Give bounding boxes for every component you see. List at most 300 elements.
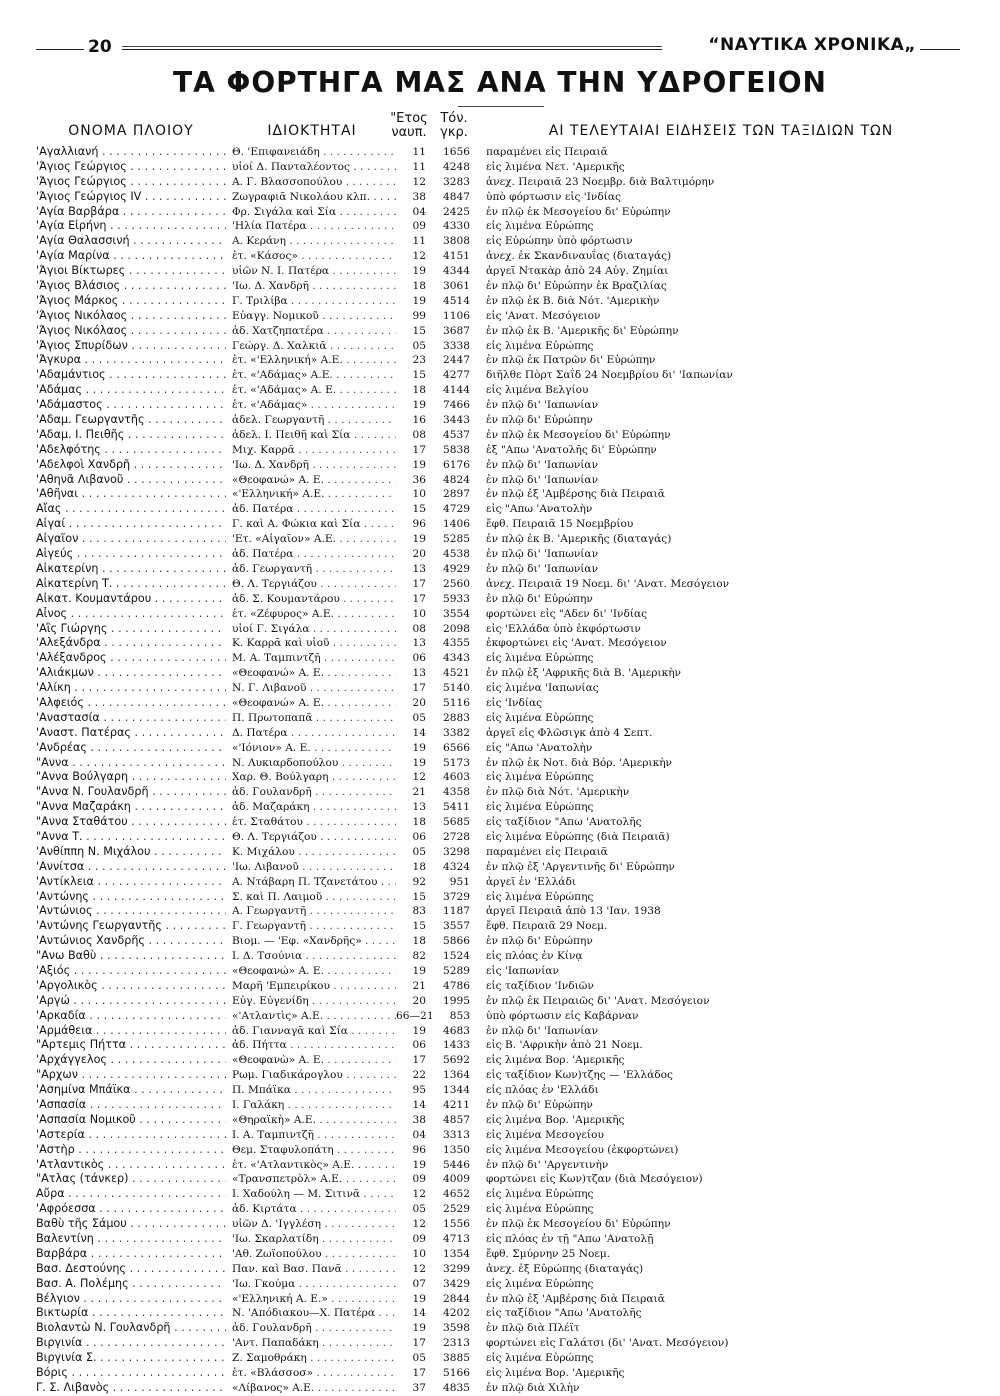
gross-tonnage: 5838 <box>443 443 470 456</box>
owner-name: ἑτ. «'Ατλαντικὸς» Α.Ε. . . . <box>232 1158 422 1173</box>
latest-news: ἐν πλῷ ἐκ Πειραιῶς δι' 'Ανατ. Μεσόγειον <box>486 994 710 1007</box>
ship-name: 'Αδελφότης . . . <box>36 443 226 458</box>
build-year: 15 <box>396 919 426 934</box>
owner-name: ἀδ. Πατέρα . . . <box>232 547 422 562</box>
owner-name: Θεμ. Σταφυλοπάτη . . . <box>232 1143 422 1158</box>
owner-name: Θ. 'Επιφανειάδη . . . <box>232 145 422 160</box>
table-row <box>0 1187 1000 1202</box>
ship-name: 'Αρμάθεια . . . <box>36 1024 226 1039</box>
owner-name: ἀδ. Κιρτάτα . . . <box>232 1202 422 1217</box>
table-row <box>0 1053 1000 1068</box>
table-row <box>0 607 1000 622</box>
ship-name: 'Αντώνης Γεωργαντῆς . . . <box>36 919 226 934</box>
latest-news: ἐν πλῷ ἐκ Μεσογείου δι' Εὐρώπην <box>486 205 671 218</box>
latest-news: εἰς πλόας ἐν τῇ "Απω 'Ανατολῇ <box>486 1233 654 1246</box>
build-year: 19 <box>396 1024 426 1039</box>
build-year: 05 <box>396 711 426 726</box>
build-year: 19 <box>396 398 426 413</box>
gross-tonnage: 4324 <box>443 860 470 873</box>
table-row <box>0 547 1000 562</box>
build-year: 19 <box>396 756 426 771</box>
build-year: 96 <box>396 1143 426 1158</box>
gross-tonnage: 4713 <box>443 1233 470 1246</box>
latest-news: εἰς πλόας ἐν Κίνᾳ <box>486 950 583 963</box>
gross-tonnage: 1433 <box>443 1039 470 1052</box>
owner-name: «'Ελληνική Α. Ε.» . . . <box>232 1292 422 1307</box>
owner-name: Ζωγραφιᾶ Νικολάου κλπ. . . . <box>232 190 422 205</box>
latest-news: εἰς 'Ελλάδα ὑπὸ ἐκφόρτωσιν <box>486 622 641 635</box>
table-row <box>0 577 1000 592</box>
table-row <box>0 741 1000 756</box>
latest-news: ἐν πλῷ δι' Εὐρώπην <box>486 1099 593 1111</box>
gross-tonnage: 2728 <box>443 830 470 843</box>
gross-tonnage: 4151 <box>443 250 470 263</box>
build-year: 18 <box>396 383 426 398</box>
ship-name: 'Αδελφοὶ Χανδρῆ . . . <box>36 458 226 473</box>
gross-tonnage: 3283 <box>443 175 470 188</box>
ship-name: Βαρβάρα . . . <box>36 1247 226 1262</box>
latest-news: εἰς λιμένα Εὐρώπης <box>486 801 594 814</box>
owner-name: ἑτ. «'Αδάμας» Α. Ε. . . . <box>232 383 422 398</box>
table-row <box>0 919 1000 934</box>
build-year: 17 <box>396 443 426 458</box>
latest-news: εἰς ταξίδιον "Απω 'Ανατολῆς <box>486 1307 642 1320</box>
latest-news: ὑπὸ φόρτωσιν εἰς 'Ινδίας <box>486 190 621 203</box>
build-year: 96 <box>396 517 426 532</box>
build-year: 17 <box>396 1366 426 1381</box>
table-row <box>0 934 1000 949</box>
table-row <box>0 815 1000 830</box>
ship-name: "Αννα . . . <box>36 756 226 771</box>
table-row <box>0 1024 1000 1039</box>
ship-name: 'Άγιος Μάρκος . . . <box>36 294 226 309</box>
ship-name: 'Αδάμαστος . . . <box>36 398 226 413</box>
gross-tonnage: 3313 <box>443 1128 470 1141</box>
column-header-owners: ΙΔΙΟΚΤΗΤΑΙ <box>267 123 357 139</box>
table-row <box>0 353 1000 368</box>
table-row <box>0 1158 1000 1173</box>
build-year: 05 <box>396 845 426 860</box>
gross-tonnage: 3808 <box>443 235 470 248</box>
ship-name: 'Αἲς Γιώργης . . . <box>36 622 226 637</box>
gross-tonnage: 4521 <box>443 667 470 680</box>
ship-name: Αἰγαῖον . . . <box>36 532 226 547</box>
gross-tonnage: 4277 <box>443 369 470 382</box>
gross-tonnage: 3729 <box>443 890 470 903</box>
owner-name: υἱοί Δ. Πανταλέοντος . . . <box>232 160 422 175</box>
build-year: 19 <box>396 294 426 309</box>
owner-name: «Τρανσπετρὸλ» Α.Ε. . . . <box>232 1172 422 1187</box>
owner-name: Μ. Α. Ταμπιντζῆ . . . <box>232 651 422 666</box>
column-header-year-line2: ναυπ. <box>391 125 427 140</box>
header-rule-middle <box>122 49 662 50</box>
ship-name: 'Άγιος Νικόλαος . . . <box>36 324 226 339</box>
owner-name: Ρωμ. Γιαδικάρογλου . . . <box>232 1068 422 1083</box>
ship-name: 'Αλέξανδρος . . . <box>36 651 226 666</box>
table-row <box>0 443 1000 458</box>
latest-news: ἀνεχ. ἐξ Εὐρώπης (διαταγάς) <box>486 1262 644 1275</box>
ship-name: "Ατλας (τάνκερ) . . . <box>36 1172 226 1187</box>
ship-name: 'Άγιος Γεώργιος . . . <box>36 175 226 190</box>
ship-name: "Αννα Μαζαράκη . . . <box>36 800 226 815</box>
build-year: 06 <box>396 830 426 845</box>
latest-news: ὑπὸ φόρτωσιν εἰς Καβάρναν <box>486 1009 639 1022</box>
table-row <box>0 1202 1000 1217</box>
ship-name: 'Αθηνᾶ Λιβανοῦ . . . <box>36 473 226 488</box>
build-year: 11 <box>396 145 426 160</box>
ship-name: Αἰγεύς . . . <box>36 547 226 562</box>
table-row <box>0 383 1000 398</box>
table-row <box>0 324 1000 339</box>
build-year: 15 <box>396 502 426 517</box>
gross-tonnage: 5166 <box>443 1367 470 1380</box>
gross-tonnage: 4683 <box>443 1024 470 1037</box>
owner-name: Α. Γεωργαντῆ . . . <box>232 904 422 919</box>
table-row <box>0 562 1000 577</box>
owner-name: Γεώργ. Δ. Χαλκιᾶ . . . <box>232 339 422 354</box>
ship-name: 'Αντίκλεια . . . <box>36 875 226 890</box>
table-row <box>0 1306 1000 1321</box>
table-row <box>0 1321 1000 1336</box>
latest-news: ἐν πλῷ δι' Εὐρώπην <box>486 935 593 948</box>
owner-name: Γ. Τριλίβα . . . <box>232 294 422 309</box>
owner-name: 'Ιω. Γκούμα . . . <box>232 1277 422 1292</box>
latest-news: εἰς λιμένα Εὐρώπης <box>486 220 594 233</box>
gross-tonnage: 5116 <box>443 696 470 709</box>
latest-news: εἰς λιμένα 'Ιαπωνίας <box>486 682 599 695</box>
table-row <box>0 309 1000 324</box>
build-year: 22 <box>396 1068 426 1083</box>
gross-tonnage: 5173 <box>443 756 470 769</box>
build-year: 05 <box>396 339 426 354</box>
latest-news: εἰς λιμένα Εὐρώπης <box>486 890 594 903</box>
build-year: 05 <box>396 1351 426 1366</box>
ship-name: "Αννα Βούλγαρη . . . <box>36 770 226 785</box>
build-year: 38 <box>396 190 426 205</box>
owner-name: υἱῶν Ν. Ι. Πατέρα . . . <box>232 264 422 279</box>
gross-tonnage: 4729 <box>443 503 470 516</box>
owner-name: «Θεοφανώ» Α. Ε. . . . <box>232 696 422 711</box>
latest-news: εἰς "Απω 'Ανατολὴν <box>486 741 593 754</box>
latest-news: ἐν πλῷ δι' 'Ιαπωνίαν <box>486 548 599 561</box>
latest-news: εἰς Β. 'Αφρικὴν ἀπὸ 21 Νοεμ. <box>486 1039 643 1052</box>
table-row <box>0 294 1000 309</box>
latest-news: ἐκφορτώνει εἰς 'Ανατ. Μεσόγειον <box>486 637 667 650</box>
build-year: 19 <box>396 532 426 547</box>
ship-name: Βιργινία . . . <box>36 1336 226 1351</box>
ship-name: 'Αξιός . . . <box>36 964 226 979</box>
owner-name: ἀδ. Πατέρα . . . <box>232 502 422 517</box>
table-row <box>0 473 1000 488</box>
table-row <box>0 636 1000 651</box>
gross-tonnage: 1106 <box>443 309 470 322</box>
owner-name: Παν. καὶ Βασ. Πανᾶ . . . <box>232 1262 422 1277</box>
ship-name: 'Αλφειός . . . <box>36 696 226 711</box>
page-number: 20 <box>88 37 112 57</box>
build-year: 95 <box>396 1083 426 1098</box>
latest-news: ἐν πλῷ ἐκ Β. διὰ Νότ. 'Αμερικὴν <box>486 294 660 307</box>
header-rule-right <box>920 49 960 50</box>
table-row <box>0 949 1000 964</box>
owner-name: Ι. Χαδούλη — Μ. Σιτινᾶ . . . <box>232 1187 422 1202</box>
latest-news: ἐν πλῷ ἐξ 'Αργεντινῆς δι' Εὐρώπην <box>486 860 675 873</box>
table-row <box>0 487 1000 502</box>
table-row <box>0 1083 1000 1098</box>
table-row <box>0 592 1000 607</box>
gross-tonnage: 4248 <box>443 160 470 173</box>
ship-name: Αἶνος . . . <box>36 607 226 622</box>
gross-tonnage: 3687 <box>443 324 470 337</box>
owner-name: 'Ιω. Λιβανοῦ . . . <box>232 860 422 875</box>
table-row <box>0 1009 1000 1024</box>
ship-name: 'Αδάμας . . . <box>36 383 226 398</box>
table-row <box>0 205 1000 220</box>
latest-news: ἀνεχ. Πειραιᾶ 23 Νοεμβρ. διὰ Βαλτιμόρην <box>486 175 715 188</box>
table-row <box>0 726 1000 741</box>
owner-name: «Θεοφανώ» Α. Ε. . . . <box>232 473 422 488</box>
table-row <box>0 1143 1000 1158</box>
latest-news: ἐν πλῷ ἐκ Β. 'Αμερικῆς (διαταγάς) <box>486 533 672 546</box>
gross-tonnage: 2313 <box>443 1337 470 1350</box>
latest-news: ἐν πλῷ ἐξ 'Αφρικῆς διὰ Β. 'Αμερικὴν <box>486 667 681 680</box>
owner-name: Θ. Λ. Τεργιάζου . . . <box>232 577 422 592</box>
latest-news: εἰς λιμένα Μεσογείου <box>486 1128 604 1141</box>
latest-news: εἰς Εὐρώπην ὑπὸ φόρτωσιν <box>486 235 633 248</box>
latest-news: ἐξ "Απω 'Ανατολῆς δι' Εὐρώπην <box>486 443 657 456</box>
owner-name: 'Αντ. Παπαδάκη . . . <box>232 1336 422 1351</box>
latest-news: ἔφθ. Πειραιᾶ 15 Νοεμβρίου <box>486 518 634 531</box>
owner-name: Φρ. Σιγάλα καὶ Σία . . . <box>232 205 422 220</box>
build-year: 09 <box>396 1232 426 1247</box>
owner-name: ἀδελ. Ι. Πειθῆ καὶ Σία . . . <box>232 428 422 443</box>
ship-name: "Αννα Τ. . . . <box>36 830 226 845</box>
table-row <box>0 234 1000 249</box>
gross-tonnage: 5933 <box>443 592 470 605</box>
latest-news: ἐν πλῷ δι' 'Ιαπωνίαν <box>486 473 599 486</box>
build-year: 18 <box>396 815 426 830</box>
build-year: 06 <box>396 651 426 666</box>
latest-news: εἰς 'Ανατ. Μεσόγειον <box>486 309 601 322</box>
ship-name: Βασ. Δεστούνης . . . <box>36 1262 226 1277</box>
gross-tonnage: 3554 <box>443 607 470 620</box>
ship-name: Αἰγαί . . . <box>36 517 226 532</box>
owner-name: ἑτ. «Κάσος» . . . <box>232 249 422 264</box>
build-year: 12 <box>396 175 426 190</box>
gross-tonnage: 4211 <box>443 1099 470 1111</box>
owner-name: Μαρῆ 'Εμπειρίκου . . . <box>232 979 422 994</box>
gross-tonnage: 2529 <box>443 1203 470 1216</box>
owner-name: υἱῶν Δ. 'Ιγγλέση . . . <box>232 1217 422 1232</box>
latest-news: εἰς λιμένα Εὐρώπης <box>486 339 594 352</box>
ship-name: Αἰκατερίνη . . . <box>36 562 226 577</box>
ship-name: 'Αλεξάνδρα . . . <box>36 636 226 651</box>
gross-tonnage: 4847 <box>443 190 470 203</box>
owner-name: Ι. Δ. Τσούνια . . . <box>232 949 422 964</box>
owner-name: Ν. Γ. Λιβανοῦ . . . <box>232 681 422 696</box>
latest-news: ἐν πλῷ δι' 'Ιαπωνίαν <box>486 458 599 471</box>
build-year: 18 <box>396 934 426 949</box>
build-year: 66—21 <box>396 1009 434 1022</box>
column-header-tonnage-line2: γκρ. <box>440 125 468 140</box>
latest-news: ἐν πλῷ διὰ Χιλὴν <box>486 1381 580 1394</box>
ship-name: 'Άγιος Σπυρίδων . . . <box>36 339 226 354</box>
table-row <box>0 845 1000 860</box>
ship-name: 'Αντώνιος . . . <box>36 904 226 919</box>
build-year: 15 <box>396 324 426 339</box>
ship-name: Αὔρα . . . <box>36 1187 226 1202</box>
build-year: 12 <box>396 1217 426 1232</box>
latest-news: εἰς λιμένα Εὐρώπης <box>486 1203 594 1216</box>
table-row <box>0 994 1000 1009</box>
gross-tonnage: 3061 <box>443 280 470 293</box>
build-year: 20 <box>396 547 426 562</box>
latest-news: ἐν πλῷ δι' 'Ιαπωνίαν <box>486 562 599 575</box>
column-header-latest-news: ΑΙ ΤΕΛΕΥΤΑΙΑΙ ΕΙΔΗΣΕΙΣ ΤΩΝ ΤΑΞΙΔΙΩΝ ΤΩΝ <box>548 123 894 139</box>
ship-name: "Αννα Ν. Γουλανδρῆ . . . <box>36 785 226 800</box>
gross-tonnage: 4202 <box>443 1307 470 1320</box>
column-header-year <box>386 112 432 140</box>
gross-tonnage: 5140 <box>443 682 470 695</box>
table-row <box>0 800 1000 815</box>
build-year: 19 <box>396 1292 426 1307</box>
ship-name: Βόρις . . . <box>36 1366 226 1381</box>
latest-news: ἀργεῖ Ντακὰρ ἀπὸ 24 Αὐγ. Ζημίαι <box>486 265 669 278</box>
latest-news: παραμένει εἰς Πειραιᾶ <box>486 146 608 158</box>
gross-tonnage: 4355 <box>443 637 470 650</box>
latest-news: παραμένει εἰς Πειραιᾶ <box>486 845 608 858</box>
gross-tonnage: 3443 <box>443 414 470 427</box>
table-row <box>0 502 1000 517</box>
owner-name: Ν. 'Απόδιακου—Χ. Πατέρα . . . <box>232 1306 422 1321</box>
latest-news: ἐν πλῷ δι' Εὐρώπην <box>486 414 593 427</box>
latest-news: ἀνεχ. ἐκ Σκανδιναυΐας (διαταγάς) <box>486 250 672 263</box>
table-row <box>0 1366 1000 1381</box>
gross-tonnage: 4929 <box>443 562 470 575</box>
build-year: 04 <box>396 205 426 220</box>
ship-name: 'Αρκαδία . . . <box>36 1009 226 1024</box>
latest-news: ἐν πλῷ ἐκ Μεσογείου δι' Εὐρώπην <box>486 1218 671 1231</box>
latest-news: εἰς λιμένα Εὐρώπης <box>486 1188 594 1201</box>
ship-name: Βικτωρία . . . <box>36 1306 226 1321</box>
ship-name: 'Αγία Βαρβάρα . . . <box>36 205 226 220</box>
table-row <box>0 249 1000 264</box>
latest-news: εἰς ταξίδιον Κων)τζης — 'Ελλάδος <box>486 1069 673 1082</box>
latest-news: εἰς λιμένα Εὐρώπης <box>486 1352 594 1365</box>
build-year: 17 <box>396 577 426 592</box>
table-row <box>0 785 1000 800</box>
table-row <box>0 979 1000 994</box>
ship-name: 'Ασπασία . . . <box>36 1098 226 1113</box>
table-row <box>0 875 1000 890</box>
ship-name: 'Αδαμ. Ι. Πειθῆς . . . <box>36 428 226 443</box>
build-year: 08 <box>396 428 426 443</box>
owner-name: Α. Γ. Βλασσοπούλου . . . <box>232 175 422 190</box>
gross-tonnage: 4009 <box>443 1173 470 1186</box>
latest-news: ἐν πλῷ ἐκ Πατρῶν δι' Εὐρώπην <box>486 354 656 367</box>
owner-name: 'Ηλία Πατέρα . . . <box>232 219 422 234</box>
ship-name: 'Αργολικὸς . . . <box>36 979 226 994</box>
latest-news: ἐν πλῷ ἐκ Νοτ. διὰ Βόρ. 'Αμερικὴν <box>486 756 672 769</box>
gross-tonnage: 3429 <box>443 1277 470 1290</box>
gross-tonnage: 4343 <box>443 652 470 665</box>
gross-tonnage: 2897 <box>443 488 470 501</box>
table-row <box>0 1277 1000 1292</box>
ship-name: 'Ανδρέας . . . <box>36 741 226 756</box>
latest-news: εἰς λιμένα Εὐρώπης (διὰ Πειραιᾶ) <box>486 830 670 843</box>
build-year: 12 <box>396 1262 426 1277</box>
gross-tonnage: 6566 <box>443 741 470 754</box>
journal-title: “ΝΑΥΤΙΚΑ ΧΡΟΝΙΚΑ„ <box>708 35 916 55</box>
owner-name: ἑτ. «'Ελληνική» Α.Ε. . . . <box>232 353 422 368</box>
ship-list <box>0 145 1000 1396</box>
table-row <box>0 190 1000 205</box>
latest-news: ἔφθ. Σμύρνην 25 Νοεμ. <box>486 1247 611 1260</box>
gross-tonnage: 3338 <box>443 339 470 352</box>
owner-name: ἑτ. «Ζέφυρος» Α.Ε. . . . <box>232 607 422 622</box>
latest-news: ἐν πλῷ διὰ Πλέϊτ <box>486 1322 580 1335</box>
gross-tonnage: 5685 <box>443 816 470 829</box>
gross-tonnage: 3299 <box>443 1262 470 1275</box>
ship-name: 'Αγία Θαλασσινή . . . <box>36 234 226 249</box>
ship-name: Αἰκατερίνη Τ. . . . <box>36 577 226 592</box>
page-title: ΤΑ ΦΟΡΤΗΓΑ ΜΑΣ ΑΝΑ ΤΗΝ ΥΔΡΟΓΕΙΟΝ <box>173 66 827 99</box>
ship-name: Βιολαντὼ Ν. Γουλανδρῆ . . . <box>36 1321 226 1336</box>
gross-tonnage: 1350 <box>443 1143 470 1156</box>
column-header-year-line1: "Ετος <box>390 111 428 126</box>
build-year: 13 <box>396 636 426 651</box>
build-year: 12 <box>396 770 426 785</box>
ship-name: 'Άγιος Γεώργιος IV . . . <box>36 190 226 205</box>
latest-news: εἰς λιμένα Βορ. 'Αμερικῆς <box>486 1054 625 1067</box>
column-header-ship-name: ΟΝΟΜΑ ΠΛΟΙΟΥ <box>68 123 194 139</box>
table-row <box>0 1336 1000 1351</box>
table-row <box>0 711 1000 726</box>
latest-news: ἔφθ. Πειραιᾶ 29 Νοεμ. <box>486 920 608 933</box>
column-header-tonnage <box>434 112 474 140</box>
owner-name: Ι. Α. Ταμπιντζῆ . . . <box>232 1128 422 1143</box>
latest-news: ἐν πλῷ δι' 'Ιαπωνίαν <box>486 399 599 412</box>
table-row <box>0 904 1000 919</box>
gross-tonnage: 4344 <box>443 265 470 278</box>
owner-name: υἱοί Γ. Σιγάλα . . . <box>232 622 422 637</box>
table-row <box>0 1262 1000 1277</box>
gross-tonnage: 3885 <box>443 1352 470 1365</box>
gross-tonnage: 4144 <box>443 384 470 397</box>
build-year: 10 <box>396 607 426 622</box>
table-row <box>0 1068 1000 1083</box>
build-year: 18 <box>396 860 426 875</box>
table-row <box>0 1098 1000 1113</box>
build-year: 19 <box>396 1158 426 1173</box>
owner-name: «Θεοφανώ» Α. Ε. . . . <box>232 666 422 681</box>
build-year: 15 <box>396 368 426 383</box>
latest-news: ἐν πλῷ ἐξ 'Αμβέρσης διὰ Πειραιᾶ <box>486 488 665 501</box>
table-row <box>0 517 1000 532</box>
build-year: 14 <box>396 1098 426 1113</box>
build-year: 21 <box>396 785 426 800</box>
owner-name: ἀδ. Σ. Κουμαντάρου . . . <box>232 592 422 607</box>
owner-name: Γ. καὶ Α. Φώκια καὶ Σία . . . <box>232 517 422 532</box>
build-year: 12 <box>396 1187 426 1202</box>
ship-name: 'Ασημίνα Μπάϊκα . . . <box>36 1083 226 1098</box>
ship-name: 'Αστὴρ . . . <box>36 1143 226 1158</box>
ship-name: 'Αγία Εἰρήνη . . . <box>36 219 226 234</box>
gross-tonnage: 1656 <box>443 146 470 158</box>
ship-name: 'Άγιοι Βίκτωρες . . . <box>36 264 226 279</box>
table-row <box>0 696 1000 711</box>
build-year: 19 <box>396 264 426 279</box>
gross-tonnage: 1406 <box>443 518 470 531</box>
